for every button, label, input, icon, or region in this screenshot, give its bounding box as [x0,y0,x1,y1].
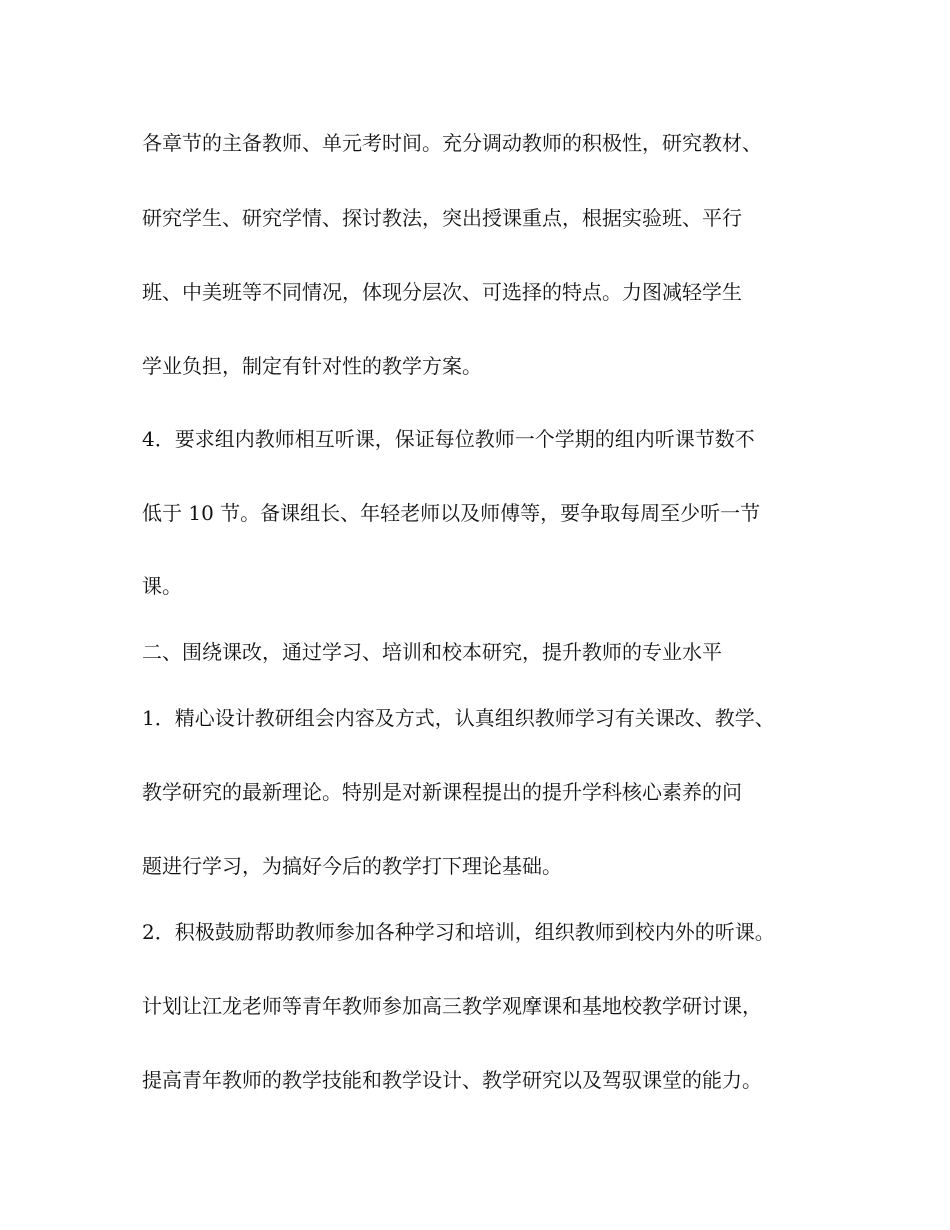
section-heading: 二、围绕课改，通过学习、培训和校本研究，提升教师的专业水平 [142,640,722,664]
text-line: 教学研究的最新理论。特别是对新课程提出的提升学科核心素养的问 [142,780,742,804]
text-line: 各章节的主备教师、单元考时间。充分调动教师的积极性，研究教材、 [142,131,762,155]
text-line: 研究学生、研究学情、探讨教法，突出授课重点，根据实验班、平行 [142,206,742,230]
text-line: 提高青年教师的教学技能和教学设计、教学研究以及驾驭课堂的能力。 [142,1068,762,1092]
text-line: 班、中美班等不同情况，体现分层次、可选择的特点。力图减轻学生 [142,280,742,304]
text-line: 题进行学习，为搞好今后的教学打下理论基础。 [142,854,562,878]
text-line: 4．要求组内教师相互听课，保证每位教师一个学期的组内听课节数不 [142,427,755,451]
text-line: 学业负担，制定有针对性的教学方案。 [142,354,482,378]
text-line: 课。 [142,574,182,598]
text-line: 低于 10 节。备课组长、年轻老师以及师傅等，要争取每周至少听一节 [142,501,761,525]
text-line: 2．积极鼓励帮助教师参加各种学习和培训，组织教师到校内外的听课。 [142,920,775,944]
text-line: 1．精心设计教研组会内容及方式，认真组织教师学习有关课改、教学、 [142,706,775,730]
text-line: 计划让江龙老师等青年教师参加高三教学观摩课和基地校教学研讨课， [142,994,762,1018]
